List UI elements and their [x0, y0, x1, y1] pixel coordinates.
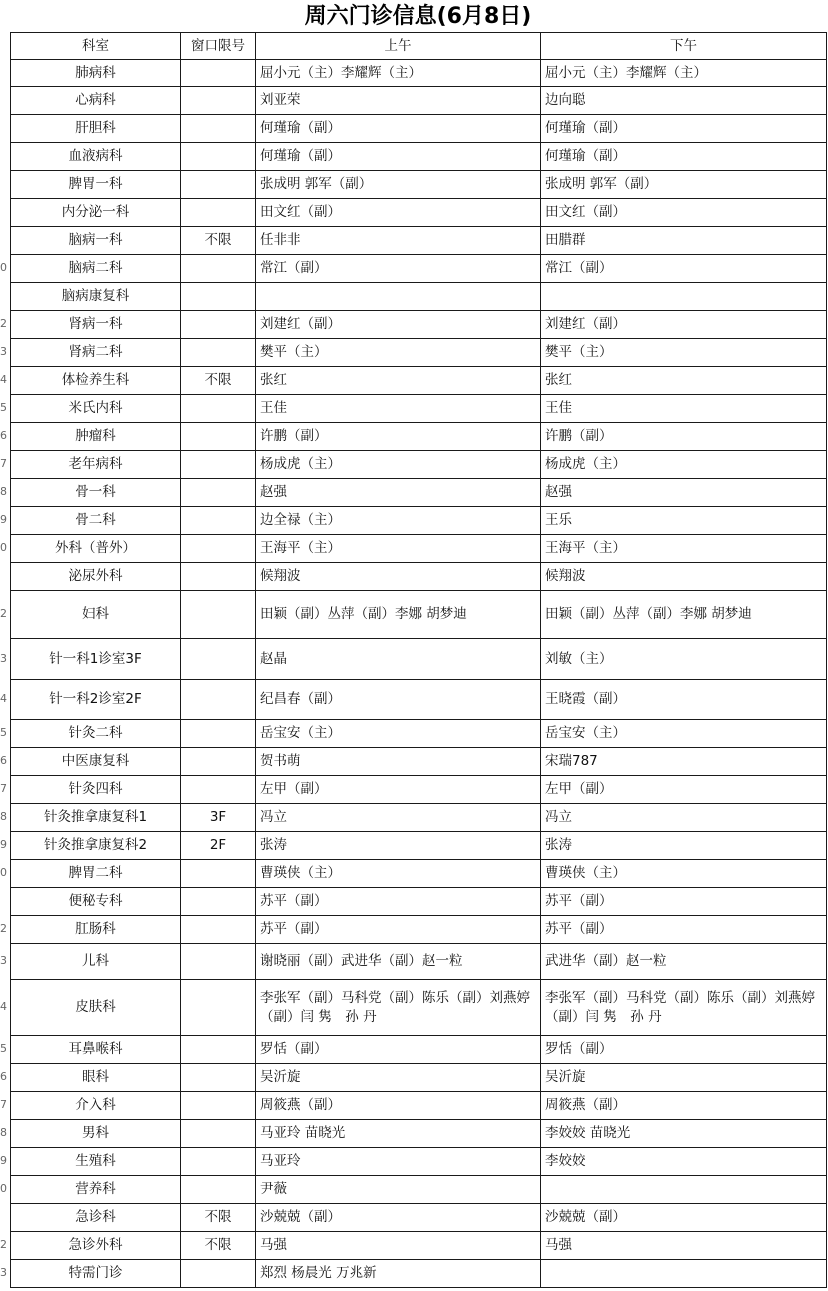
table-row: [11, 804, 827, 832]
table-row: [11, 1148, 827, 1176]
pm-cell: 沙兢兢（副）: [541, 1204, 827, 1232]
limit-cell: [181, 860, 256, 888]
limit-cell: [181, 171, 256, 199]
schedule-table: [10, 32, 827, 1288]
am-cell: 马亚玲 苗晓光: [256, 1120, 541, 1148]
table-row: [11, 591, 827, 639]
row-number: 2: [0, 317, 7, 330]
pm-cell: 马强: [541, 1232, 827, 1260]
row-number: 6: [0, 754, 7, 767]
limit-cell: [181, 980, 256, 1036]
pm-cell: 赵强: [541, 479, 827, 507]
am-cell: 岳宝安（主）: [256, 720, 541, 748]
limit-cell: [181, 1260, 256, 1288]
dept-cell: 肾病二科: [11, 339, 181, 367]
dept-cell: 针灸二科: [11, 720, 181, 748]
pm-cell: 田文红（副）: [541, 199, 827, 227]
am-cell: 苏平（副）: [256, 888, 541, 916]
table-row: [11, 535, 827, 563]
pm-cell: 边向聪: [541, 87, 827, 115]
am-cell: 苏平（副）: [256, 916, 541, 944]
table-row: [11, 720, 827, 748]
pm-cell: 吴沂旋: [541, 1064, 827, 1092]
table-row: [11, 639, 827, 680]
dept-cell: 针灸四科: [11, 776, 181, 804]
dept-cell: 生殖科: [11, 1148, 181, 1176]
am-cell: 沙兢兢（副）: [256, 1204, 541, 1232]
dept-cell: 特需门诊: [11, 1260, 181, 1288]
table-row: [11, 1176, 827, 1204]
table-row: [11, 1204, 827, 1232]
row-number: 8: [0, 1126, 7, 1139]
am-cell: 周筱燕（副）: [256, 1092, 541, 1120]
pm-cell: 李姣姣: [541, 1148, 827, 1176]
dept-cell: 介入科: [11, 1092, 181, 1120]
pm-cell: 许鹏（副）: [541, 423, 827, 451]
row-number: 5: [0, 726, 7, 739]
row-number: 9: [0, 838, 7, 851]
dept-cell: 肾病一科: [11, 311, 181, 339]
table-row: [11, 916, 827, 944]
row-number: 7: [0, 782, 7, 795]
am-cell: 冯立: [256, 804, 541, 832]
dept-cell: 脾胃一科: [11, 171, 181, 199]
row-number: 3: [0, 954, 7, 967]
pm-cell: 樊平（主）: [541, 339, 827, 367]
table-row: [11, 143, 827, 171]
table-row: [11, 748, 827, 776]
row-number: 2: [0, 922, 7, 935]
limit-cell: [181, 199, 256, 227]
am-cell: 马强: [256, 1232, 541, 1260]
limit-cell: 不限: [181, 1232, 256, 1260]
pm-cell: 张成明 郭军（副）: [541, 171, 827, 199]
table-row: [11, 283, 827, 311]
dept-cell: 肿瘤科: [11, 423, 181, 451]
row-number: 5: [0, 1042, 7, 1055]
table-row: [11, 255, 827, 283]
dept-cell: 营养科: [11, 1176, 181, 1204]
dept-cell: 急诊外科: [11, 1232, 181, 1260]
limit-cell: 不限: [181, 367, 256, 395]
dept-cell: 针一科2诊室2F: [11, 680, 181, 720]
am-cell: [256, 283, 541, 311]
row-number: 0: [0, 541, 7, 554]
table-row: [11, 451, 827, 479]
pm-cell: 左甲（副）: [541, 776, 827, 804]
limit-cell: [181, 339, 256, 367]
pm-cell: 候翔波: [541, 563, 827, 591]
table-row: [11, 1232, 827, 1260]
am-cell: 任非非: [256, 227, 541, 255]
pm-cell: 何瑾瑜（副）: [541, 115, 827, 143]
table-row: [11, 60, 827, 87]
row-number: 8: [0, 810, 7, 823]
limit-cell: [181, 1092, 256, 1120]
pm-cell: 王晓霞（副）: [541, 680, 827, 720]
am-cell: 贺书萌: [256, 748, 541, 776]
table-row: [11, 115, 827, 143]
table-row: [11, 1120, 827, 1148]
am-cell: 曹瑛侠（主）: [256, 860, 541, 888]
table-row: [11, 888, 827, 916]
am-cell: 张成明 郭军（副）: [256, 171, 541, 199]
dept-cell: 针灸推拿康复科1: [11, 804, 181, 832]
limit-cell: [181, 143, 256, 171]
limit-cell: 3F: [181, 804, 256, 832]
pm-cell: 何瑾瑜（副）: [541, 143, 827, 171]
row-number: 0: [0, 1182, 7, 1195]
limit-cell: 不限: [181, 1204, 256, 1232]
pm-cell: 田颖（副）丛萍（副）李娜 胡梦迪: [541, 591, 827, 639]
table-row: [11, 680, 827, 720]
am-cell: 纪昌春（副）: [256, 680, 541, 720]
dept-cell: 老年病科: [11, 451, 181, 479]
pm-cell: 苏平（副）: [541, 916, 827, 944]
dept-cell: 儿科: [11, 944, 181, 980]
table-row: [11, 1036, 827, 1064]
limit-cell: [181, 255, 256, 283]
pm-cell: 王乐: [541, 507, 827, 535]
header-pm: 下午: [541, 33, 827, 60]
am-cell: 田颖（副）丛萍（副）李娜 胡梦迪: [256, 591, 541, 639]
table-row: [11, 367, 827, 395]
pm-cell: 张涛: [541, 832, 827, 860]
row-number: 6: [0, 1070, 7, 1083]
am-cell: 边全禄（主）: [256, 507, 541, 535]
pm-cell: 李张军（副）马科党（副）陈乐（副）刘燕婷（副）闫 隽 孙 丹: [541, 980, 827, 1036]
limit-cell: [181, 916, 256, 944]
limit-cell: [181, 591, 256, 639]
pm-cell: [541, 283, 827, 311]
am-cell: 屈小元（主）李耀辉（主）: [256, 60, 541, 87]
limit-cell: [181, 311, 256, 339]
limit-cell: [181, 87, 256, 115]
dept-cell: 针一科1诊室3F: [11, 639, 181, 680]
table-row: [11, 227, 827, 255]
am-cell: 郑烈 杨晨光 万兆新: [256, 1260, 541, 1288]
header-limit: 窗口限号: [181, 33, 256, 60]
am-cell: 尹薇: [256, 1176, 541, 1204]
table-row: [11, 1260, 827, 1288]
table-row: [11, 776, 827, 804]
dept-cell: 脑病康复科: [11, 283, 181, 311]
header-dept: 科室: [11, 33, 181, 60]
limit-cell: [181, 720, 256, 748]
dept-cell: 骨二科: [11, 507, 181, 535]
dept-cell: 男科: [11, 1120, 181, 1148]
pm-cell: 李姣姣 苗晓光: [541, 1120, 827, 1148]
table-row: [11, 479, 827, 507]
table-row: [11, 832, 827, 860]
pm-cell: 刘敏（主）: [541, 639, 827, 680]
limit-cell: [181, 563, 256, 591]
am-cell: 王佳: [256, 395, 541, 423]
limit-cell: [181, 1120, 256, 1148]
pm-cell: 张红: [541, 367, 827, 395]
dept-cell: 体检养生科: [11, 367, 181, 395]
row-number: 5: [0, 401, 7, 414]
row-number: 6: [0, 429, 7, 442]
page-title: 周六门诊信息(6月8日): [304, 4, 532, 29]
am-cell: 常江（副）: [256, 255, 541, 283]
limit-cell: [181, 395, 256, 423]
limit-cell: [181, 1036, 256, 1064]
limit-cell: [181, 748, 256, 776]
table-row: [11, 87, 827, 115]
limit-cell: [181, 479, 256, 507]
header-am: 上午: [256, 33, 541, 60]
dept-cell: 皮肤科: [11, 980, 181, 1036]
dept-cell: 脑病二科: [11, 255, 181, 283]
limit-cell: [181, 639, 256, 680]
table-row: [11, 563, 827, 591]
am-cell: 刘亚荣: [256, 87, 541, 115]
table-row: [11, 339, 827, 367]
pm-cell: 苏平（副）: [541, 888, 827, 916]
dept-cell: 针灸推拿康复科2: [11, 832, 181, 860]
dept-cell: 脾胃二科: [11, 860, 181, 888]
row-number: 8: [0, 485, 7, 498]
am-cell: 谢晓丽（副）武进华（副）赵一粒: [256, 944, 541, 980]
limit-cell: [181, 1064, 256, 1092]
table-row: [11, 980, 827, 1036]
row-number: 9: [0, 1154, 7, 1167]
dept-cell: 急诊科: [11, 1204, 181, 1232]
pm-cell: 屈小元（主）李耀辉（主）: [541, 60, 827, 87]
limit-cell: [181, 507, 256, 535]
pm-cell: 常江（副）: [541, 255, 827, 283]
table-row: [11, 944, 827, 980]
row-number: 4: [0, 373, 7, 386]
pm-cell: 刘建红（副）: [541, 311, 827, 339]
dept-cell: 内分泌一科: [11, 199, 181, 227]
table-row: [11, 507, 827, 535]
limit-cell: [181, 535, 256, 563]
dept-cell: 耳鼻喉科: [11, 1036, 181, 1064]
am-cell: 李张军（副）马科党（副）陈乐（副）刘燕婷（副）闫 隽 孙 丹: [256, 980, 541, 1036]
am-cell: 左甲（副）: [256, 776, 541, 804]
pm-cell: 宋瑞787: [541, 748, 827, 776]
row-number: 7: [0, 457, 7, 470]
dept-cell: 心病科: [11, 87, 181, 115]
limit-cell: [181, 283, 256, 311]
dept-cell: 骨一科: [11, 479, 181, 507]
am-cell: 田文红（副）: [256, 199, 541, 227]
am-cell: 何瑾瑜（副）: [256, 115, 541, 143]
limit-cell: [181, 451, 256, 479]
limit-cell: [181, 423, 256, 451]
am-cell: 杨成虎（主）: [256, 451, 541, 479]
pm-cell: 王海平（主）: [541, 535, 827, 563]
pm-cell: [541, 1176, 827, 1204]
row-number: 3: [0, 1266, 7, 1279]
dept-cell: 肺病科: [11, 60, 181, 87]
am-cell: 王海平（主）: [256, 535, 541, 563]
limit-cell: 不限: [181, 227, 256, 255]
table-row: [11, 199, 827, 227]
limit-cell: [181, 680, 256, 720]
limit-cell: [181, 944, 256, 980]
limit-cell: [181, 60, 256, 87]
row-number: 0: [0, 866, 7, 879]
dept-cell: 外科（普外）: [11, 535, 181, 563]
limit-cell: [181, 776, 256, 804]
pm-cell: 田腊群: [541, 227, 827, 255]
table-row: [11, 311, 827, 339]
am-cell: 张红: [256, 367, 541, 395]
row-number: 7: [0, 1098, 7, 1111]
row-number: 0: [0, 261, 7, 274]
pm-cell: 冯立: [541, 804, 827, 832]
row-number: 4: [0, 692, 7, 705]
limit-cell: [181, 1176, 256, 1204]
am-cell: 吴沂旋: [256, 1064, 541, 1092]
table-row: [11, 423, 827, 451]
am-cell: 马亚玲: [256, 1148, 541, 1176]
row-number: 3: [0, 345, 7, 358]
table-row: [11, 171, 827, 199]
am-cell: 樊平（主）: [256, 339, 541, 367]
limit-cell: 2F: [181, 832, 256, 860]
pm-cell: 王佳: [541, 395, 827, 423]
dept-cell: 眼科: [11, 1064, 181, 1092]
limit-cell: [181, 115, 256, 143]
dept-cell: 肝胆科: [11, 115, 181, 143]
table-row: [11, 395, 827, 423]
row-number: 2: [0, 607, 7, 620]
limit-cell: [181, 1148, 256, 1176]
pm-cell: [541, 1260, 827, 1288]
row-number: 9: [0, 513, 7, 526]
table-row: [11, 1064, 827, 1092]
schedule-body: [11, 60, 827, 1288]
pm-cell: 罗恬（副）: [541, 1036, 827, 1064]
dept-cell: 肛肠科: [11, 916, 181, 944]
dept-cell: 便秘专科: [11, 888, 181, 916]
am-cell: 赵晶: [256, 639, 541, 680]
am-cell: 刘建红（副）: [256, 311, 541, 339]
limit-cell: [181, 888, 256, 916]
row-number: 3: [0, 651, 7, 665]
dept-cell: 泌尿外科: [11, 563, 181, 591]
am-cell: 许鹏（副）: [256, 423, 541, 451]
am-cell: 罗恬（副）: [256, 1036, 541, 1064]
am-cell: 何瑾瑜（副）: [256, 143, 541, 171]
am-cell: 张涛: [256, 832, 541, 860]
table-row: [11, 1092, 827, 1120]
am-cell: 候翔波: [256, 563, 541, 591]
header-row: [11, 33, 827, 60]
dept-cell: 中医康复科: [11, 748, 181, 776]
dept-cell: 血液病科: [11, 143, 181, 171]
row-number: 4: [0, 1000, 7, 1013]
pm-cell: 周筱燕（副）: [541, 1092, 827, 1120]
row-number: 2: [0, 1238, 7, 1251]
pm-cell: 杨成虎（主）: [541, 451, 827, 479]
dept-cell: 米氏内科: [11, 395, 181, 423]
am-cell: 赵强: [256, 479, 541, 507]
dept-cell: 脑病一科: [11, 227, 181, 255]
pm-cell: 曹瑛侠（主）: [541, 860, 827, 888]
table-row: [11, 860, 827, 888]
dept-cell: 妇科: [11, 591, 181, 639]
pm-cell: 岳宝安（主）: [541, 720, 827, 748]
pm-cell: 武进华（副）赵一粒: [541, 944, 827, 980]
